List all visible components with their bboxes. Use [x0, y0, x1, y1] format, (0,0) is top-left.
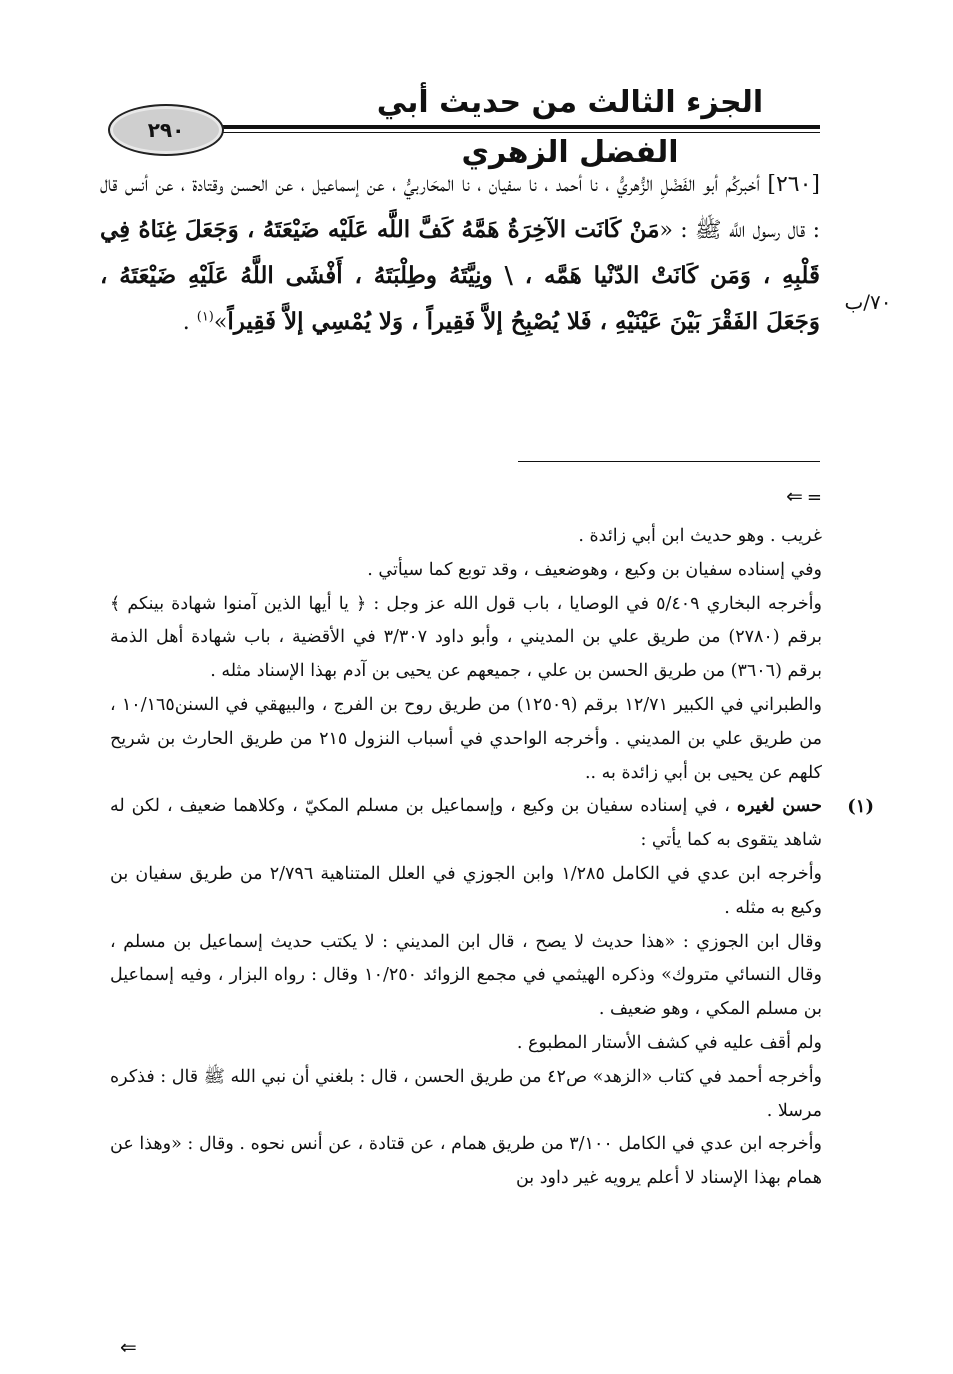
equals-sign: =	[806, 487, 822, 508]
header-rule-thin	[200, 132, 820, 133]
header-rule	[200, 125, 820, 129]
manuscript-folio-ref: ٧٠/ب	[844, 290, 892, 314]
footnote-continuation-mark	[762, 484, 822, 508]
footnote-paragraph: والطبراني في الكبير ١٢/٧١ برقم (١٢٥٠٩) من طريق روح بن الفرج ، والبيهقي في السنن١٠/١٦٥ ، من طريق علي بن المديني . وأخرجه الواحدي في أسباب النزول ٢١٥ من طريق الحارث بن شريح كلهم عن يحيى بن أبي زائدة به ..	[110, 694, 822, 783]
hadith-isnad: [٢٦٠] أخبركُم أبو الفَضْلِ الزُّهريُّ ، نا أحمد ، نا سفيان ، نا المحَاربيُّ ، عن إسماعيل ، عن الحسن وقتادة ، عن أنس قال : قال رسول اللَّه ﷺ : «	[100, 172, 820, 243]
footnote-separator	[518, 461, 820, 462]
footnotes-block	[110, 520, 874, 1196]
page-number-badge	[108, 104, 224, 156]
footnote-reference: (١)	[196, 309, 214, 325]
page-continues-arrow-icon: ⇐	[120, 1335, 137, 1359]
footnote-paragraph: غريب . وهو حديث ابن أبي زائدة .	[578, 526, 822, 546]
hadith-grade: حسن لغيره	[736, 796, 822, 817]
main-text-block	[100, 162, 820, 345]
page-number: ٢٩٠	[147, 118, 185, 142]
hadith-end: .	[182, 310, 197, 335]
hadith-matn: مَنْ كَانَت الآخِرَةُ هَمَّهُ كَفَّ اللَّه عَلَيْه ضَيْعَتَهُ ، وَجَعَلَ غِنَاهُ فِي قَلْبِهِ ، وَمَن كَانَتْ الدّنْيا هَمَّه ، \ ونِيَّتَهُ وطِلْبَتَهُ ، أَفْشَى اللَّهُ عَلَيْهِ ضَيْعَتَهُ ، وَجَعَلَ الفَقْرَ بَيْنَ عَيْنَيْهِ ، فَلا يُصْبِحُ إلاَّ فَقِيراً ، وَلا يُمْسِي إلاَّ فَقِيراً	[100, 216, 820, 335]
footnote-paragraph: وأخرجه أحمد في كتاب «الزهد» ص٤٢ من طريق الحسن ، قال : بلغني أن نبي الله ﷺ قال : فذكره مرسلا .	[110, 1066, 823, 1121]
footnote-1	[110, 790, 874, 858]
footnote-paragraph: وفي إسناده سفيان بن وكيع ، وهوضعيف ، وقد توبع كما سيأتي .	[367, 559, 822, 580]
footnote-paragraph: وأخرجه ابن عدي في الكامل ٣/١٠٠ من طريق همام ، عن قتادة ، عن أنس نحوه . وقال : «وهذا عن همام بهذا الإسناد لا أعلم يرويه غير داود بن	[110, 1134, 822, 1189]
footnote-number: (١)	[847, 796, 874, 818]
footnote-1-lead: ، في إسناده سفيان بن وكيع ، وإسماعيل بن مسلم المكيّ ، وكلاهما ضعيف ، لكن له شاهد يتقوى به كما يأتي :	[110, 796, 822, 851]
footnote-paragraph: وقال ابن الجوزي : «هذا حديث لا يصح ، قال ابن المديني : لا يكتب حديث إسماعيل بن مسلم ، وقال النسائي متروك» وذكره الهيثمي في مجمع الزوائد ١٠/٢٥٠ وقال : رواه البزار ، وفيه إسماعيل بن مسلم المكي ، وهو ضعيف .	[110, 931, 822, 1020]
continuation-arrow-icon: ⇐	[786, 484, 803, 508]
running-header-title: الجزء الثالث من حديث أبي الفضل الزهري	[376, 85, 764, 170]
footnote-paragraph: ولم أقف عليه في كشف الأستار المطبوع .	[516, 1032, 822, 1053]
footnote-paragraph: وأخرجه البخاري ٥/٤٠٩ في الوصايا ، باب قول الله عز وجل : ﴿ يا أيها الذين آمنوا شهادة بينكم ﴾ برقم (٢٧٨٠) من طريق علي بن المديني ، وأبو داود ٣/٣٠٧ في الأقضية ، باب شهادة أهل الذمة برقم (٣٦٠٦) من طريق الحسن بن علي ، جميعهم عن يحيى بن آدم بهذا الإسناد مثله .	[110, 593, 822, 682]
hadith-closing-quote: »	[213, 310, 228, 335]
footnote-paragraph: وأخرجه ابن عدي في الكامل ١/٢٨٥ وابن الجوزي في العلل المتناهية ٢/٧٩٦ من طريق سفيان بن وكيع به مثله .	[110, 863, 823, 918]
